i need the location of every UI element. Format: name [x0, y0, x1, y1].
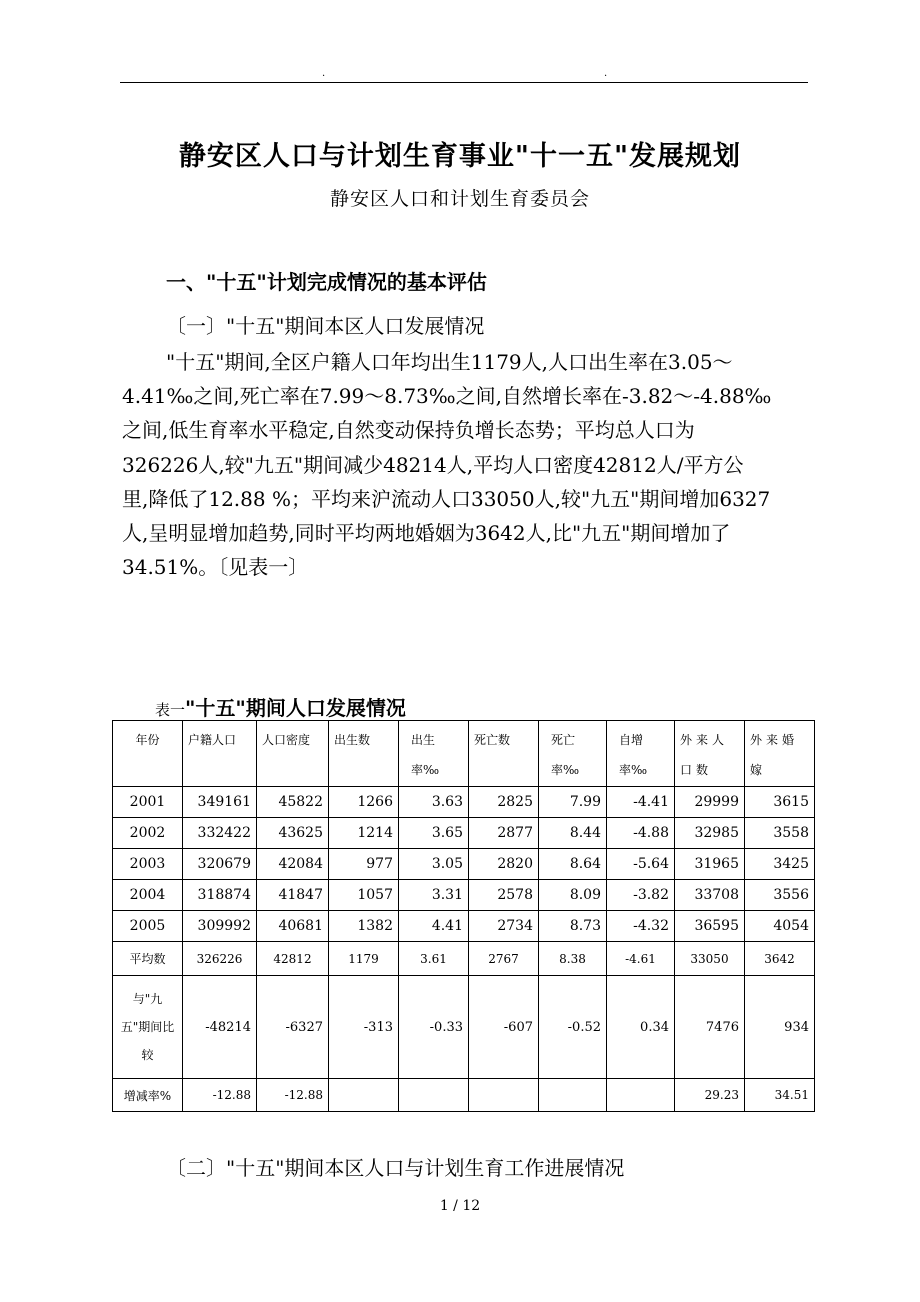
subsection-1-heading: 〔一〕"十五"期间本区人口发展情况: [166, 314, 485, 338]
paragraph-line: 4.41‰之间,死亡率在7.99～8.73‰之间,自然增长率在-3.82～-4.88‰: [122, 384, 772, 409]
subsection-2-heading: 〔二〕"十五"期间本区人口与计划生育工作进展情况: [166, 1156, 625, 1180]
table-cell: 3.61: [399, 942, 469, 976]
paragraph-line: 之间,低生育率水平稳定,自然变动保持负增长态势；平均总人口为: [122, 418, 695, 443]
table-cell: -313: [329, 976, 399, 1079]
table-row: [113, 880, 815, 911]
table-cell: -607: [469, 976, 539, 1079]
table-cell: 33050: [675, 942, 745, 976]
table-cell: 8.73: [539, 911, 607, 942]
table-cell: 34.51: [745, 1079, 815, 1112]
page-number: 1 / 12: [439, 1198, 481, 1214]
table-cell: 42812: [257, 942, 329, 976]
header-dot-left: .: [322, 68, 326, 79]
table-cell: 7.99: [539, 787, 607, 818]
table-cell: -3.82: [607, 880, 675, 911]
header-cell: 自增率‰: [607, 721, 675, 787]
table-cell: 2002: [113, 818, 183, 849]
table-cell: 29.23: [675, 1079, 745, 1112]
table-cell: 977: [329, 849, 399, 880]
table-cell: 33708: [675, 880, 745, 911]
table-cell: 332422: [183, 818, 257, 849]
header-cell: 年份: [113, 721, 183, 787]
comparison-row: [113, 976, 815, 1079]
table-cell: 2578: [469, 880, 539, 911]
table-cell: 3425: [745, 849, 815, 880]
header-cell: 死亡率‰: [539, 721, 607, 787]
population-table: [112, 720, 815, 1112]
table-cell: 45822: [257, 787, 329, 818]
table-cell: -4.32: [607, 911, 675, 942]
table-cell: 2877: [469, 818, 539, 849]
table-cell: -5.64: [607, 849, 675, 880]
table-cell: 4054: [745, 911, 815, 942]
average-row: [113, 942, 815, 976]
table-row: [113, 911, 815, 942]
table-cell: 8.38: [539, 942, 607, 976]
table-cell: 40681: [257, 911, 329, 942]
table-cell: [607, 1079, 675, 1112]
table-cell: 3556: [745, 880, 815, 911]
table-cell: 8.64: [539, 849, 607, 880]
table-cell: 31965: [675, 849, 745, 880]
table-cell: -4.41: [607, 787, 675, 818]
table-cell: 2003: [113, 849, 183, 880]
table-cell: 2005: [113, 911, 183, 942]
table-cell: 3642: [745, 942, 815, 976]
header-cell: 出生率‰: [399, 721, 469, 787]
table-cell: 318874: [183, 880, 257, 911]
table-cell: 与"九五"期间比较: [113, 976, 183, 1079]
table-cell: 2820: [469, 849, 539, 880]
paragraph-line: 326226人,较"九五"期间减少48214人,平均人口密度42812人/平方公: [122, 452, 744, 477]
paragraph-line: 里,降低了12.88 %；平均来沪流动人口33050人,较"九五"期间增加6327: [122, 486, 771, 511]
table-cell: 349161: [183, 787, 257, 818]
header-cell: 户籍人口: [183, 721, 257, 787]
document-title: 静安区人口与计划生育事业"十一五"发展规划: [178, 141, 742, 172]
document-subtitle: 静安区人口和计划生育委员会: [329, 188, 590, 210]
table-cell: 1179: [329, 942, 399, 976]
table-cell: 1382: [329, 911, 399, 942]
table-cell: [399, 1079, 469, 1112]
table-cell: 2001: [113, 787, 183, 818]
table-cell: 2734: [469, 911, 539, 942]
table-cell: -0.52: [539, 976, 607, 1079]
table-cell: 3.05: [399, 849, 469, 880]
section-1-heading: 一、"十五"计划完成情况的基本评估: [166, 270, 487, 294]
table-cell: 3.65: [399, 818, 469, 849]
table-header-row: [113, 721, 815, 787]
paragraph-line: "十五"期间,全区户籍人口年均出生1179人,人口出生率在3.05～: [166, 350, 733, 374]
table-cell: -48214: [183, 976, 257, 1079]
table-cell: [469, 1079, 539, 1112]
table-cell: 7476: [675, 976, 745, 1079]
header-rule: [120, 82, 808, 83]
table-cell: -4.88: [607, 818, 675, 849]
table-cell: 3558: [745, 818, 815, 849]
table-cell: 1266: [329, 787, 399, 818]
table-row: [113, 787, 815, 818]
table-cell: 29999: [675, 787, 745, 818]
table-caption-prefix: 表一: [155, 701, 186, 719]
table-cell: 2767: [469, 942, 539, 976]
header-cell: 出生数: [329, 721, 399, 787]
population-paragraph: [122, 345, 812, 584]
table-cell: 934: [745, 976, 815, 1079]
table-cell: 3.63: [399, 787, 469, 818]
header-dot-right: .: [604, 68, 608, 79]
table-cell: 326226: [183, 942, 257, 976]
table-row: [113, 849, 815, 880]
table-cell: 3.31: [399, 880, 469, 911]
table-cell: 42084: [257, 849, 329, 880]
table-row: [113, 818, 815, 849]
table-cell: 3615: [745, 787, 815, 818]
table-cell: 1057: [329, 880, 399, 911]
paragraph-line: 人,呈明显增加趋势,同时平均两地婚姻为3642人,比"九五"期间增加了: [122, 521, 731, 546]
paragraph-line: 34.51%。〔见表一〕: [122, 555, 309, 580]
table-cell: 8.44: [539, 818, 607, 849]
table-caption-title: "十五"期间人口发展情况: [185, 696, 406, 720]
table-cell: 36595: [675, 911, 745, 942]
table-cell: 43625: [257, 818, 329, 849]
table-cell: -12.88: [183, 1079, 257, 1112]
table-cell: 2004: [113, 880, 183, 911]
header-cell: 外来婚嫁: [745, 721, 815, 787]
table-cell: 41847: [257, 880, 329, 911]
table-cell: -4.61: [607, 942, 675, 976]
header-cell: 死亡数: [469, 721, 539, 787]
header-cell: 外来人口数: [675, 721, 745, 787]
table-cell: [329, 1079, 399, 1112]
table-cell: 平均数: [113, 942, 183, 976]
table-cell: -6327: [257, 976, 329, 1079]
table-cell: 8.09: [539, 880, 607, 911]
header-cell: 人口密度: [257, 721, 329, 787]
table-cell: 2825: [469, 787, 539, 818]
table-cell: 增减率%: [113, 1079, 183, 1112]
table-cell: 32985: [675, 818, 745, 849]
table-cell: 0.34: [607, 976, 675, 1079]
table-cell: 320679: [183, 849, 257, 880]
table-cell: 309992: [183, 911, 257, 942]
table-cell: 1214: [329, 818, 399, 849]
table-cell: -12.88: [257, 1079, 329, 1112]
table-cell: [539, 1079, 607, 1112]
table-cell: 4.41: [399, 911, 469, 942]
rate-row: [113, 1079, 815, 1112]
table-cell: -0.33: [399, 976, 469, 1079]
table-caption: [155, 692, 406, 721]
